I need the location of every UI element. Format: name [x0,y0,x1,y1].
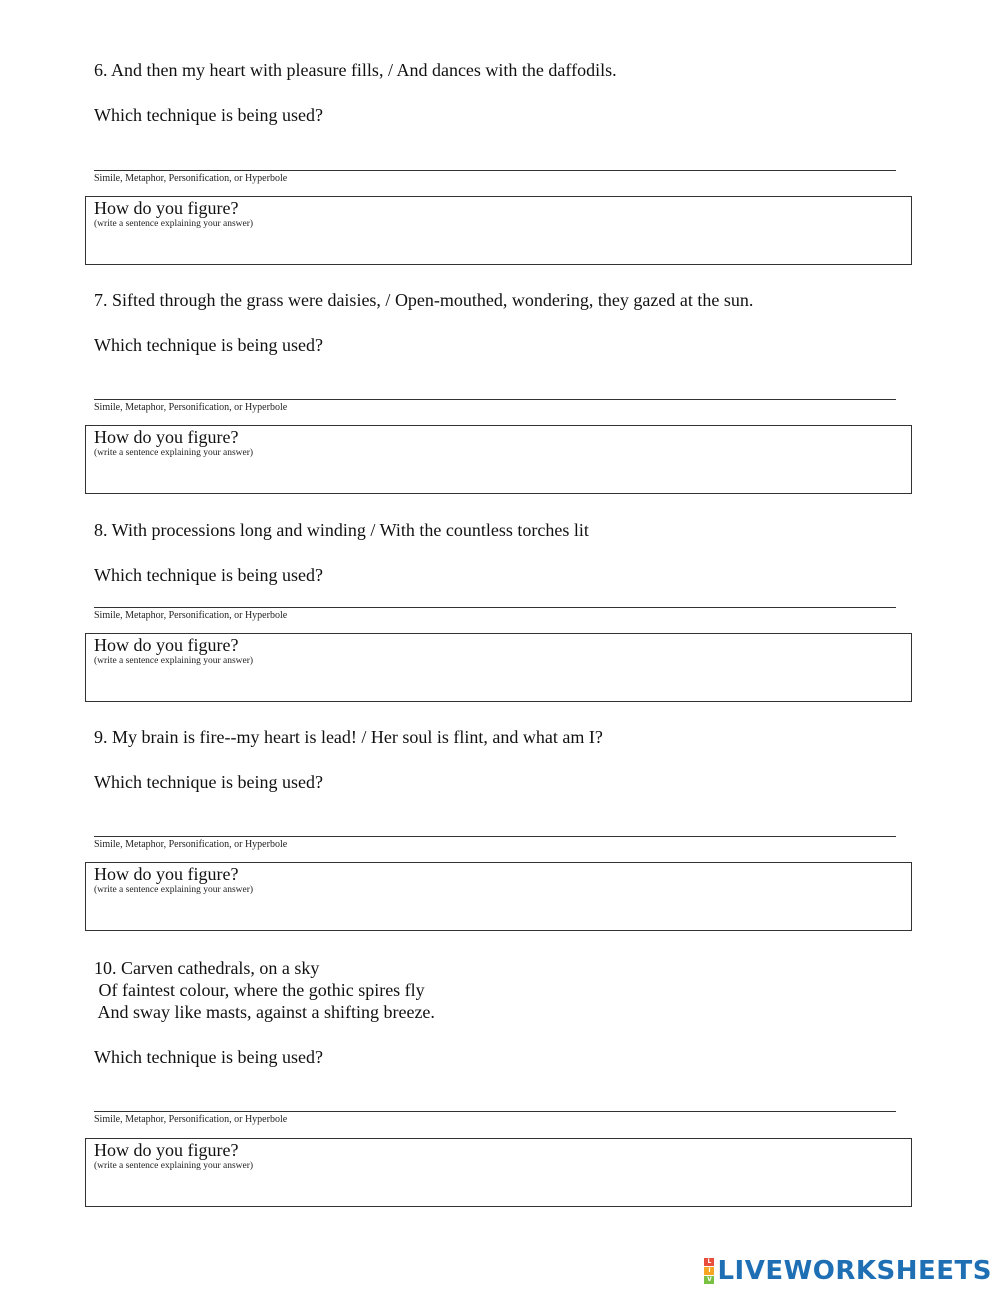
question-10-prompt-line: Of faintest colour, where the gothic spires fly [94,980,425,1000]
question-9-explain-box[interactable] [85,862,912,931]
question-6-explain-title: How do you figure? [94,198,239,218]
question-8-technique-label: Which technique is being used? [94,565,323,585]
question-10-options-hint: Simile, Metaphor, Personification, or Hyperbole [94,1114,288,1125]
question-6-explain-box[interactable] [85,196,912,265]
question-6-explain-hint: (write a sentence explaining your answer) [94,219,254,229]
question-8-explain-title: How do you figure? [94,635,239,655]
question-8-explain-box[interactable] [85,633,912,702]
question-9-explain-title: How do you figure? [94,864,239,884]
question-7-answer-line[interactable] [94,399,896,400]
logo-mark-letter: V [704,1276,714,1284]
question-8-answer-line[interactable] [94,607,896,608]
question-9-options-hint: Simile, Metaphor, Personification, or Hyperbole [94,839,288,850]
question-10-answer-line[interactable] [94,1111,896,1112]
question-10-prompt-line: 10. Carven cathedrals, on a sky [94,958,320,978]
logo-mark-letter: L [704,1258,714,1266]
question-10-explain-hint: (write a sentence explaining your answer) [94,1161,254,1171]
question-10-technique-label: Which technique is being used? [94,1047,323,1067]
question-6-answer-line[interactable] [94,170,896,171]
question-7-explain-title: How do you figure? [94,427,239,447]
liveworksheets-logo-icon [704,1258,714,1285]
question-9-explain-hint: (write a sentence explaining your answer) [94,885,254,895]
question-8-options-hint: Simile, Metaphor, Personification, or Hyperbole [94,610,288,621]
question-10-prompt [94,957,435,1023]
question-9-technique-label: Which technique is being used? [94,772,323,792]
question-9-prompt: 9. My brain is fire--my heart is lead! / Her soul is flint, and what am I? [94,727,603,747]
question-6-options-hint: Simile, Metaphor, Personification, or Hyperbole [94,173,288,184]
question-9-answer-line[interactable] [94,836,896,837]
logo-mark-letter: I [704,1267,714,1275]
question-7-technique-label: Which technique is being used? [94,335,323,355]
question-7-options-hint: Simile, Metaphor, Personification, or Hyperbole [94,402,288,413]
question-10-explain-title: How do you figure? [94,1140,239,1160]
question-7-explain-box[interactable] [85,425,912,494]
question-8-prompt: 8. With processions long and winding / With the countless torches lit [94,520,589,540]
question-6-prompt: 6. And then my heart with pleasure fills, / And dances with the daffodils. [94,60,617,80]
question-10-explain-box[interactable] [85,1138,912,1207]
question-10-prompt-line: And sway like masts, against a shifting breeze. [94,1002,435,1022]
liveworksheets-logo [704,1258,992,1284]
question-6-technique-label: Which technique is being used? [94,105,323,125]
liveworksheets-logo-text: LIVEWORKSHEETS [717,1256,992,1286]
question-7-prompt: 7. Sifted through the grass were daisies, / Open-mouthed, wondering, they gazed at the sun. [94,290,754,310]
question-7-explain-hint: (write a sentence explaining your answer) [94,448,254,458]
question-8-explain-hint: (write a sentence explaining your answer) [94,656,254,666]
